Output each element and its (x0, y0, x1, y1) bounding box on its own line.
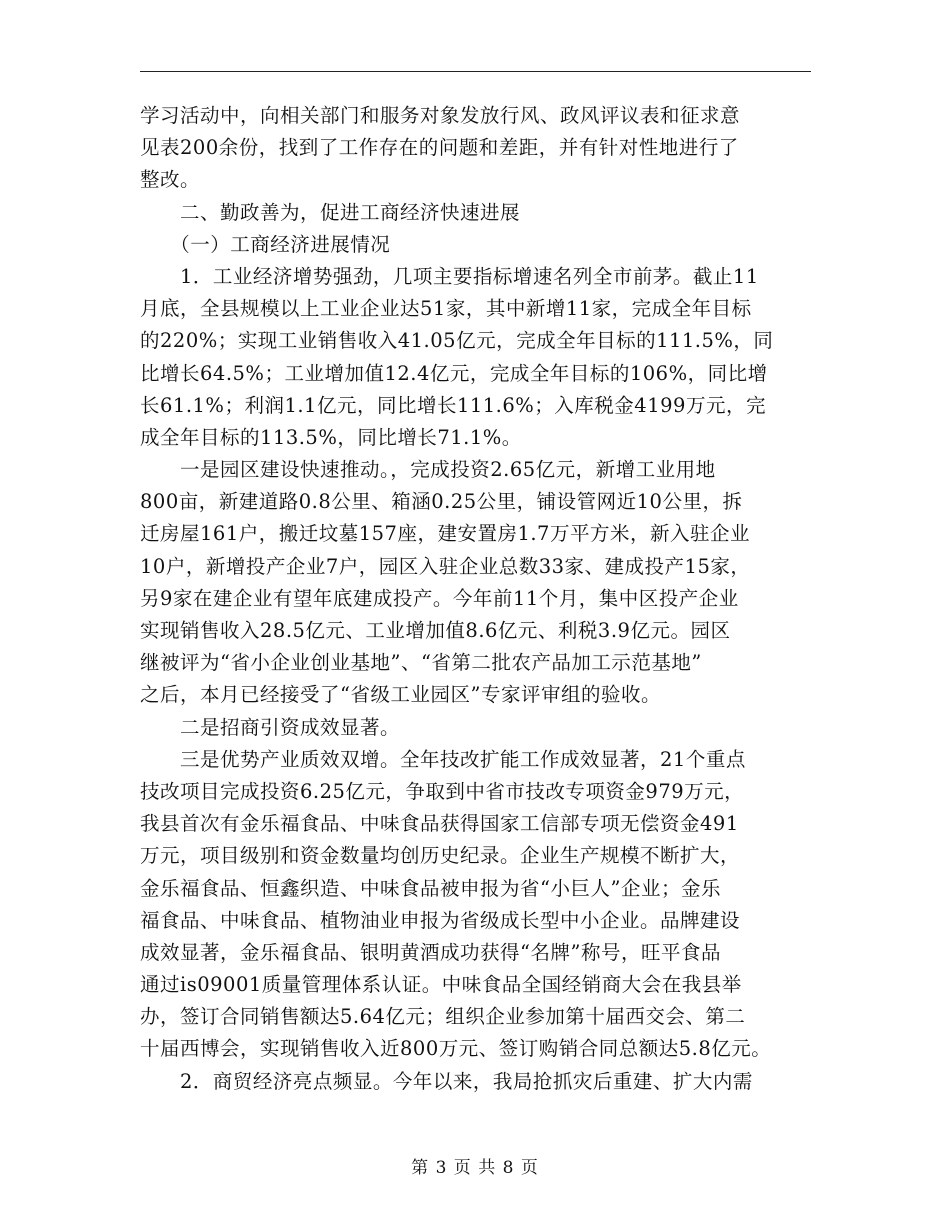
text-line: 10户，新增投产企业7户，园区入驻企业总数33家、建成投产15家， (140, 554, 751, 578)
text-line: 三是优势产业质效双增。全年技改扩能工作成效显著，21个重点 (140, 747, 746, 771)
header-rule (140, 71, 811, 72)
page-footer (0, 1153, 950, 1178)
section-heading: 二、勤政善为，促进工商经济快速进展 (140, 200, 521, 224)
text-line: 一是园区建设快速推动。，完成投资2.65亿元，新增工业用地 (140, 458, 716, 482)
text-line: 二是招商引资成效显著。 (140, 715, 401, 739)
page-number-label: 第 3 页 共 8 页 (411, 1158, 539, 1178)
text-line: 办，签订合同销售额达5.64亿元；组织企业参加第十届西交会、第二 (140, 1005, 746, 1029)
text-line: 长61.1%；利润1.1亿元，同比增长111.6%；入库税金4199万元，完 (140, 393, 766, 417)
text-line: 十届西博会，实现销售收入近800万元、签订购销合同总额达5.8亿元。 (140, 1037, 772, 1061)
text-line: 整改。 (140, 168, 201, 192)
text-line: 成效显著，金乐福食品、银明黄酒成功获得“名牌”称号，旺平食品 (140, 940, 721, 964)
text-line: 我县首次有金乐福食品、中味食品获得国家工信部专项无偿资金491 (140, 812, 739, 836)
text-line: 1．工业经济增势强劲，几项主要指标增速名列全市前茅。截止11 (140, 264, 759, 288)
text-line: 迁房屋161户，搬迁坟墓157座，建安置房1.7万平方米，新入驻企业 (140, 522, 750, 546)
text-line: 比增长64.5%；工业增加值12.4亿元，完成全年目标的106%，同比增 (140, 361, 768, 385)
text-line: 通过is09001质量管理体系认证。中味食品全国经销商大会在我县举 (140, 973, 742, 997)
text-line: 之后，本月已经接受了“省级工业园区”专家评审组的验收。 (140, 683, 661, 707)
text-line: 2．商贸经济亮点频显。今年以来，我局抢抓灾后重建、扩大内需 (140, 1069, 753, 1093)
text-line: 月底，全县规模以上工业企业达51家，其中新增11家，完成全年目标 (140, 297, 752, 321)
text-line: 万元，项目级别和资金数量均创历史纪录。企业生产规模不断扩大， (140, 844, 741, 868)
text-line: 金乐福食品、恒鑫织造、中味食品被申报为省“小巨人”企业；金乐 (140, 876, 721, 900)
subsection-heading: （一）工商经济进展情况 (140, 232, 391, 256)
text-line: 另9家在建企业有望年底建成投产。今年前11个月，集中区投产企业 (140, 586, 739, 610)
text-line: 800亩，新建道路0.8公里、箱涵0.25公里，铺设管网近10公里，拆 (140, 490, 743, 514)
text-line: 继被评为“省小企业创业基地”、“省第二批农产品加工示范基地” (140, 651, 702, 675)
text-line: 实现销售收入28.5亿元、工业增加值8.6亿元、利税3.9亿元。园区 (140, 619, 731, 642)
text-line: 成全年目标的113.5%，同比增长71.1%。 (140, 425, 522, 449)
text-line: 学习活动中，向相关部门和服务对象发放行风、政风评议表和征求意 (140, 104, 741, 127)
text-line: 技改项目完成投资6.25亿元，争取到中省市技改专项资金979万元， (140, 779, 745, 803)
text-line: 的220%；实现工业销售收入41.05亿元，完成全年目标的111.5%，同 (140, 329, 774, 353)
document-body (140, 100, 820, 1098)
text-line: 见表200余份，找到了工作存在的问题和差距，并有针对性地进行了 (140, 136, 739, 160)
text-line: 福食品、中味食品、植物油业申报为省级成长型中小企业。品牌建设 (140, 908, 741, 932)
